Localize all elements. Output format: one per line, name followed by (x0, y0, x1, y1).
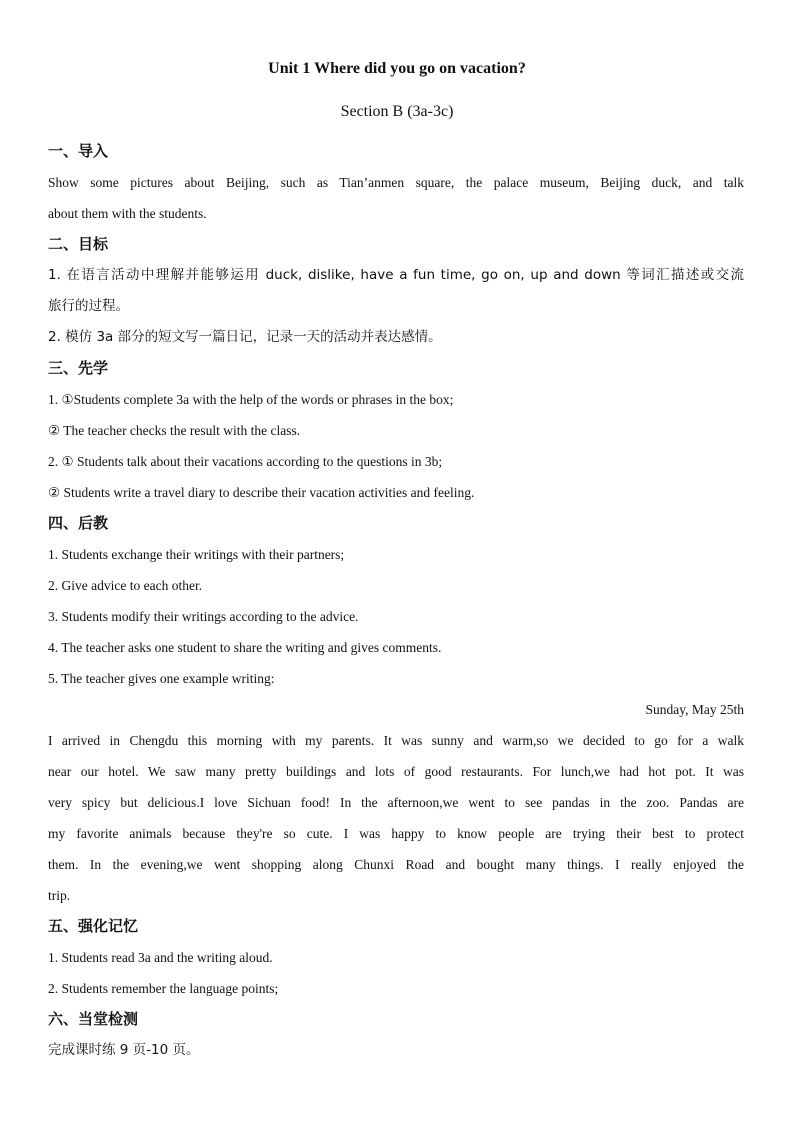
intro-line-2: about them with the students. (48, 206, 207, 221)
teach-line-5: 5. The teacher gives one example writing: (48, 671, 275, 686)
page-title: Unit 1 Where did you go on vacation? (268, 60, 526, 77)
section-heading-intro: 一、导入 (48, 142, 109, 160)
teach-line-2: 2. Give advice to each other. (48, 578, 203, 593)
document-body (48, 136, 744, 1066)
section-heading-review: 五、强化记忆 (48, 917, 139, 935)
teach-line-3: 3. Students modify their writings according to the advice. (48, 609, 359, 624)
diary-line-6: trip. (48, 888, 71, 903)
diary-line-2: near our hotel. We saw many pretty buildings and lots of good restaurants. For lunch,we had hot pot. It was (48, 764, 744, 779)
diary-line-5: them. In the evening,we went shopping along Chunxi Road and bought many things. I really enjoyed the (48, 857, 744, 872)
check-line-1: 完成课时练 9 页-10 页。 (48, 1042, 200, 1058)
teach-line-1: 1. Students exchange their writings with their partners; (48, 547, 345, 562)
goals-line-2: 旅行的过程。 (48, 298, 129, 314)
section-heading-teach: 四、后教 (48, 514, 109, 532)
goals-line-3: 2. 模仿 3a 部分的短文写一篇日记，记录一天的活动并表达感情。 (48, 329, 442, 345)
section-heading-check: 六、当堂检测 (48, 1010, 139, 1028)
page-subtitle: Section B (3a-3c) (340, 103, 454, 120)
prelearn-line-4: ② Students write a travel diary to describe their vacation activities and feeling. (48, 485, 475, 500)
review-line-2: 2. Students remember the language points; (48, 981, 279, 996)
review-line-1: 1. Students read 3a and the writing aloud. (48, 950, 273, 965)
goals-line-1: 1. 在语言活动中理解并能够运用 duck, dislike, have a fun time, go on, up and down 等词汇描述或交流 (48, 267, 744, 283)
prelearn-line-2: ② The teacher checks the result with the class. (48, 423, 301, 438)
diary-line-4: my favorite animals because they're so cute. I was happy to know people are trying their best to protect (48, 826, 744, 841)
prelearn-line-1: 1. ①Students complete 3a with the help of the words or phrases in the box; (48, 392, 454, 407)
section-heading-goals: 二、目标 (48, 235, 109, 253)
teach-line-4: 4. The teacher asks one student to share the writing and gives comments. (48, 640, 442, 655)
diary-date: Sunday, May 25th (645, 702, 744, 717)
prelearn-line-3: 2. ① Students talk about their vacations according to the questions in 3b; (48, 454, 443, 469)
diary-line-1: I arrived in Chengdu this morning with my parents. It was sunny and warm,so we decided to go for a walk (48, 733, 744, 748)
intro-line-1: Show some pictures about Beijing, such as Tian’anmen square, the palace museum, Beijing duck, and talk (48, 175, 744, 190)
diary-line-3: very spicy but delicious.I love Sichuan food! In the afternoon,we went to see pandas in the zoo. Pandas are (48, 795, 744, 810)
section-heading-prelearn: 三、先学 (48, 359, 109, 377)
